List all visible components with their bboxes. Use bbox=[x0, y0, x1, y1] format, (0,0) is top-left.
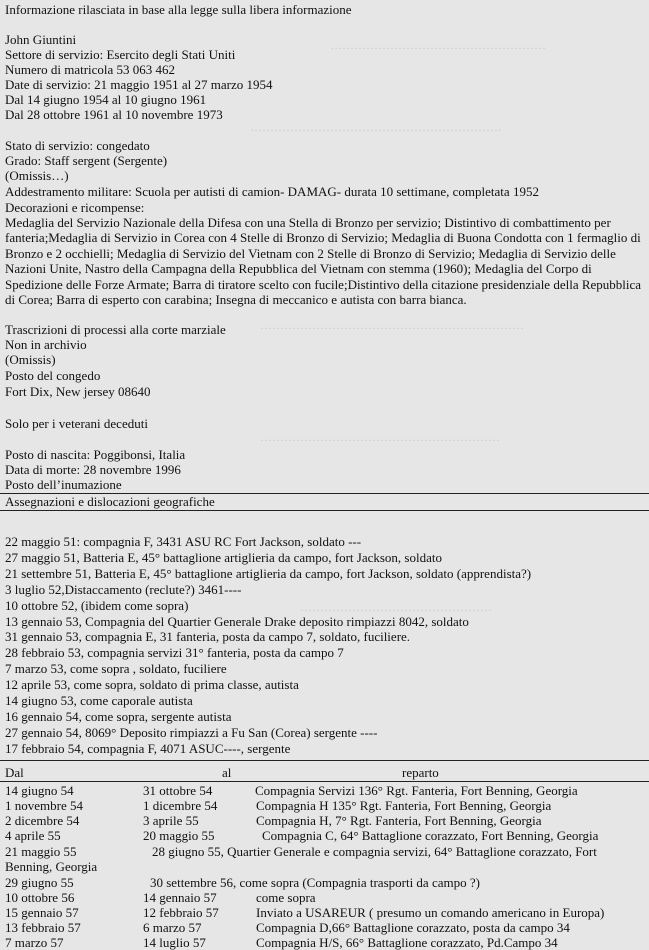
table-cell-unit: Compagnia C, 64° Battaglione corazzato, Fort Benning, Georgia bbox=[262, 828, 599, 843]
table-cell-unit: come sopra bbox=[256, 890, 316, 905]
decorations-text: Medaglia del Servizio Nazionale della Difesa con una Stella di Bronzo per servizio; Distintivo di combattimento per fanteria;Medaglia di Servizio in Corea con 4 Stelle di Bronzo di Servizio; Medaglia di Buona Condotta con 1 fermaglio di Bronzo e 2 occhielli; Medaglia di Servizio del Vietnam con 2 Stelle di Bronzo di Servizio; Medaglia di Servizio delle Nazioni Unite, Nastro della Campagna della Repubblica del Vietnam con stemma (1960); Medaglia del Corpo di Spedizione delle Forze Armate; Barra di tiratore scelto con fucile;Distintivo della citazione presidenziale della Repubblica di Corea; Barra di esperto con carabina; Insegna di meccanico e autista con barra bianca. bbox=[5, 215, 642, 308]
omissis: (Omissis…) bbox=[5, 168, 69, 183]
assignments-heading: Assegnazioni e dislocazioni geografiche bbox=[5, 494, 215, 509]
divider bbox=[0, 510, 649, 511]
table-cell-from: 7 marzo 57 bbox=[5, 935, 64, 950]
court-martial-heading: Trascrizioni di processi alla corte marziale bbox=[5, 322, 226, 337]
table-cell-to: 14 luglio 57 bbox=[143, 935, 206, 950]
service-number: Numero di matricola 53 063 462 bbox=[5, 62, 176, 77]
assignment-item: 28 febbraio 53, compagnia servizi 31° fanteria, posta da campo 7 bbox=[5, 645, 344, 661]
table-cell-to: 20 maggio 55 bbox=[143, 828, 215, 843]
table-cell-from: 1 novembre 54 bbox=[5, 798, 83, 813]
table-cell-from: 15 gennaio 57 bbox=[5, 905, 79, 920]
discharge-status: Stato di servizio: congedato bbox=[5, 138, 150, 153]
burial-place: Posto dell’inumazione bbox=[5, 477, 122, 492]
assignment-item: 27 gennaio 54, 8069° Deposito rimpiazzi a Fu San (Corea) sergente ---- bbox=[5, 724, 378, 740]
show-through-text: ………………………………………………………… bbox=[260, 318, 524, 332]
service-dates-3: Dal 28 ottobre 1961 al 10 novembre 1973 bbox=[5, 107, 223, 122]
assignment-item: 14 giugno 53, come caporale autista bbox=[5, 693, 193, 708]
table-cell-unit: Compagnia D,66° Battaglione corazzato, posta da campo 34 bbox=[256, 920, 570, 935]
table-cell-unit: Inviato a USAREUR ( presumo un comando americano in Europa) bbox=[256, 905, 605, 920]
service-dates: Date di servizio: 21 maggio 1951 al 27 marzo 1954 bbox=[5, 77, 273, 92]
table-cell-from: 4 aprile 55 bbox=[5, 828, 61, 843]
discharge-place-label: Posto del congedo bbox=[5, 368, 101, 383]
table-cell-from: 29 giugno 55 bbox=[5, 875, 74, 890]
show-through-text: ……………………………………………… bbox=[330, 38, 546, 52]
table-header-from: Dal bbox=[5, 765, 24, 780]
divider bbox=[0, 760, 649, 761]
assignment-item: 31 gennaio 53, compagnia E, 31 fanteria, posta da campo 7, soldato, fuciliere. bbox=[5, 629, 411, 645]
assignment-item: 17 febbraio 54, compagnia F, 4071 ASUC----, sergente bbox=[5, 740, 291, 756]
document-title: Informazione rilasciata in base alla legge sulla libera informazione bbox=[5, 2, 352, 17]
birth-place: Posto di nascita: Poggibonsi, Italia bbox=[5, 447, 186, 462]
table-cell-to: 6 marzo 57 bbox=[143, 920, 202, 935]
discharge-place: Fort Dix, New jersey 08640 bbox=[5, 384, 151, 399]
assignment-item: 12 aprile 53, come sopra, soldato di prima classe, autista bbox=[5, 677, 299, 693]
table-cell-from: 10 ottobre 56 bbox=[5, 890, 75, 905]
table-cell-unit: Compagnia H/S, 66° Battaglione corazzato, Pd.Campo 34 bbox=[256, 935, 558, 950]
table-cell-from: Benning, Georgia bbox=[5, 859, 98, 874]
table-cell-unit: Compagnia H, 7° Rgt. Fanteria, Fort Benning, Georgia bbox=[256, 813, 542, 828]
table-cell-unit: Compagnia Servizi 136° Rgt. Fanteria, Fort Benning, Georgia bbox=[255, 783, 578, 798]
table-header-unit: reparto bbox=[402, 765, 439, 780]
decorations-heading: Decorazioni e ricompense: bbox=[5, 200, 145, 215]
table-cell-from: 14 giugno 54 bbox=[5, 783, 74, 798]
show-through-text: …………………………………………………… bbox=[260, 430, 500, 444]
table-cell-unit: Compagnia H 135° Rgt. Fanteria, Fort Benning, Georgia bbox=[256, 798, 552, 813]
table-cell-to: 31 ottobre 54 bbox=[143, 783, 213, 798]
divider bbox=[0, 781, 649, 782]
table-cell-to: 3 aprile 55 bbox=[143, 813, 199, 828]
court-status: Non in archivio bbox=[5, 337, 87, 352]
deceased-heading: Solo per i veterani deceduti bbox=[5, 416, 148, 431]
court-omissis: (Omissis) bbox=[5, 352, 56, 367]
table-cell-from: 13 febbraio 57 bbox=[5, 920, 81, 935]
person-name: John Giuntini bbox=[5, 32, 77, 47]
table-cell-to: 12 febbraio 57 bbox=[143, 905, 219, 920]
table-header-to: al bbox=[222, 765, 232, 780]
show-through-text: ……………………………………………………… bbox=[250, 120, 502, 134]
assignment-item: 7 marzo 53, come sopra , soldato, fuciliere bbox=[5, 661, 227, 677]
table-cell-to: 1 dicembre 54 bbox=[143, 798, 218, 813]
table-cell-from: 21 maggio 55 bbox=[5, 844, 77, 859]
assignment-item: 27 maggio 51, Batteria E, 45° battaglione artiglieria da campo, fort Jackson, soldato bbox=[5, 549, 442, 565]
show-through-text: ………………………………………… bbox=[300, 600, 492, 614]
death-date: Data di morte: 28 novembre 1996 bbox=[5, 462, 181, 477]
table-cell-to: 30 settembre 56, come sopra (Compagnia trasporti da campo ?) bbox=[150, 875, 480, 890]
table-cell-to: 14 gennaio 57 bbox=[143, 890, 217, 905]
service-dates-2: Dal 14 giugno 1954 al 10 giugno 1961 bbox=[5, 92, 207, 107]
military-training: Addestramento militare: Scuola per autisti di camion- DAMAG- durata 10 settimane, completata 1952 bbox=[5, 184, 539, 199]
service-branch: Settore di servizio: Esercito degli Stati Uniti bbox=[5, 47, 236, 62]
table-cell-from: 2 dicembre 54 bbox=[5, 813, 80, 828]
assignment-item: 21 settembre 51, Batteria E, 45° battaglione artiglieria da campo, fort Jackson, soldato (apprendista?) bbox=[5, 565, 532, 581]
assignment-item: 3 luglio 52,Distaccamento (reclute?) 3461---- bbox=[5, 581, 242, 597]
rank: Grado: Staff sergent (Sergente) bbox=[5, 153, 168, 168]
assignment-item: 13 gennaio 53, Compagnia del Quartier Generale Drake deposito rimpiazzi 8042, soldato bbox=[5, 613, 469, 629]
assignment-item: 16 gennaio 54, come sopra, sergente autista bbox=[5, 708, 232, 724]
table-cell-to: 28 giugno 55, Quartier Generale e compagnia servizi, 64° Battaglione corazzato, Fort bbox=[152, 844, 597, 859]
assignment-item: 10 ottobre 52, (ibidem come sopra) bbox=[5, 597, 189, 613]
assignment-item: 22 maggio 51: compagnia F, 3431 ASU RC Fort Jackson, soldato --- bbox=[5, 534, 362, 549]
